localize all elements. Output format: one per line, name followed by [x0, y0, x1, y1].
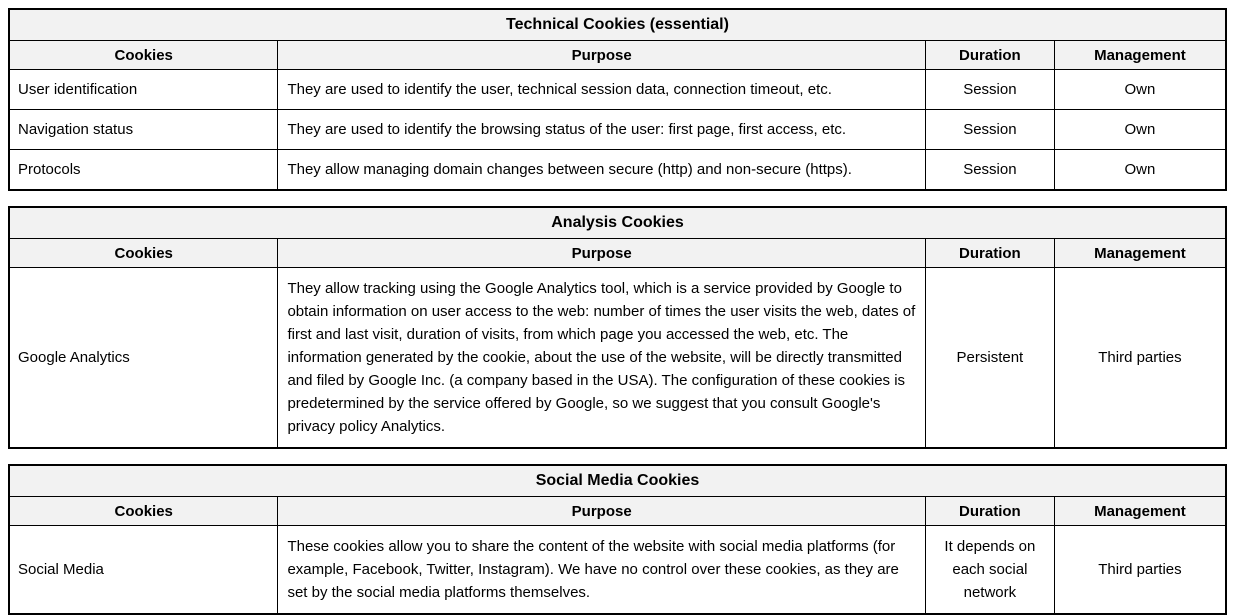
col-header-management: Management [1054, 41, 1226, 70]
col-header-duration: Duration [925, 41, 1054, 70]
column-header-row [9, 41, 1226, 70]
table-title-row [9, 465, 1226, 497]
table-title-row [9, 9, 1226, 41]
table-row [9, 110, 1226, 150]
col-header-cookies: Cookies [9, 239, 278, 268]
table-title: Technical Cookies (essential) [9, 9, 1226, 41]
cell-purpose: They are used to identify the browsing status of the user: first page, first access, etc. [278, 110, 925, 150]
technical-cookies-table [8, 8, 1227, 191]
col-header-purpose: Purpose [278, 41, 925, 70]
table-title: Analysis Cookies [9, 207, 1226, 239]
col-header-duration: Duration [925, 239, 1054, 268]
cell-purpose: They allow managing domain changes between secure (http) and non-secure (https). [278, 150, 925, 191]
cell-management: Own [1054, 70, 1226, 110]
col-header-management: Management [1054, 239, 1226, 268]
col-header-cookies: Cookies [9, 41, 278, 70]
table-row [9, 268, 1226, 449]
cell-duration: Session [925, 70, 1054, 110]
analysis-cookies-table [8, 206, 1227, 449]
table-title: Social Media Cookies [9, 465, 1226, 497]
cell-duration: Persistent [925, 268, 1054, 449]
col-header-duration: Duration [925, 497, 1054, 526]
cell-management: Own [1054, 150, 1226, 191]
cell-duration: It depends on each social network [925, 526, 1054, 615]
cell-management: Third parties [1054, 526, 1226, 615]
cookie-policy-page [8, 8, 1227, 615]
column-header-row [9, 497, 1226, 526]
cell-cookie: User identification [9, 70, 278, 110]
col-header-purpose: Purpose [278, 497, 925, 526]
cell-cookie: Protocols [9, 150, 278, 191]
social-media-cookies-table [8, 464, 1227, 615]
cell-cookie: Google Analytics [9, 268, 278, 449]
cell-duration: Session [925, 110, 1054, 150]
cell-duration: Session [925, 150, 1054, 191]
col-header-cookies: Cookies [9, 497, 278, 526]
cell-purpose: These cookies allow you to share the content of the website with social media platforms (for example, Facebook, Twitter, Instagram). We have no control over these cookies, as they are set by the social media platforms themselves. [278, 526, 925, 615]
cell-management: Third parties [1054, 268, 1226, 449]
table-row [9, 70, 1226, 110]
cell-purpose: They allow tracking using the Google Analytics tool, which is a service provided by Google to obtain information on user access to the web: number of times the user visits the web, dates of first and last visit, duration of visits, from which page you accessed the web, etc. The information generated by the cookie, about the use of the website, will be directly transmitted and filed by Google Inc. (a company based in the USA). The configuration of these cookies is predetermined by the service offered by Google, so we suggest that you consult Google's privacy policy Analytics. [278, 268, 925, 449]
cell-cookie: Navigation status [9, 110, 278, 150]
table-row [9, 150, 1226, 191]
col-header-management: Management [1054, 497, 1226, 526]
cell-cookie: Social Media [9, 526, 278, 615]
table-title-row [9, 207, 1226, 239]
col-header-purpose: Purpose [278, 239, 925, 268]
cell-purpose: They are used to identify the user, technical session data, connection timeout, etc. [278, 70, 925, 110]
cell-management: Own [1054, 110, 1226, 150]
column-header-row [9, 239, 1226, 268]
table-row [9, 526, 1226, 615]
